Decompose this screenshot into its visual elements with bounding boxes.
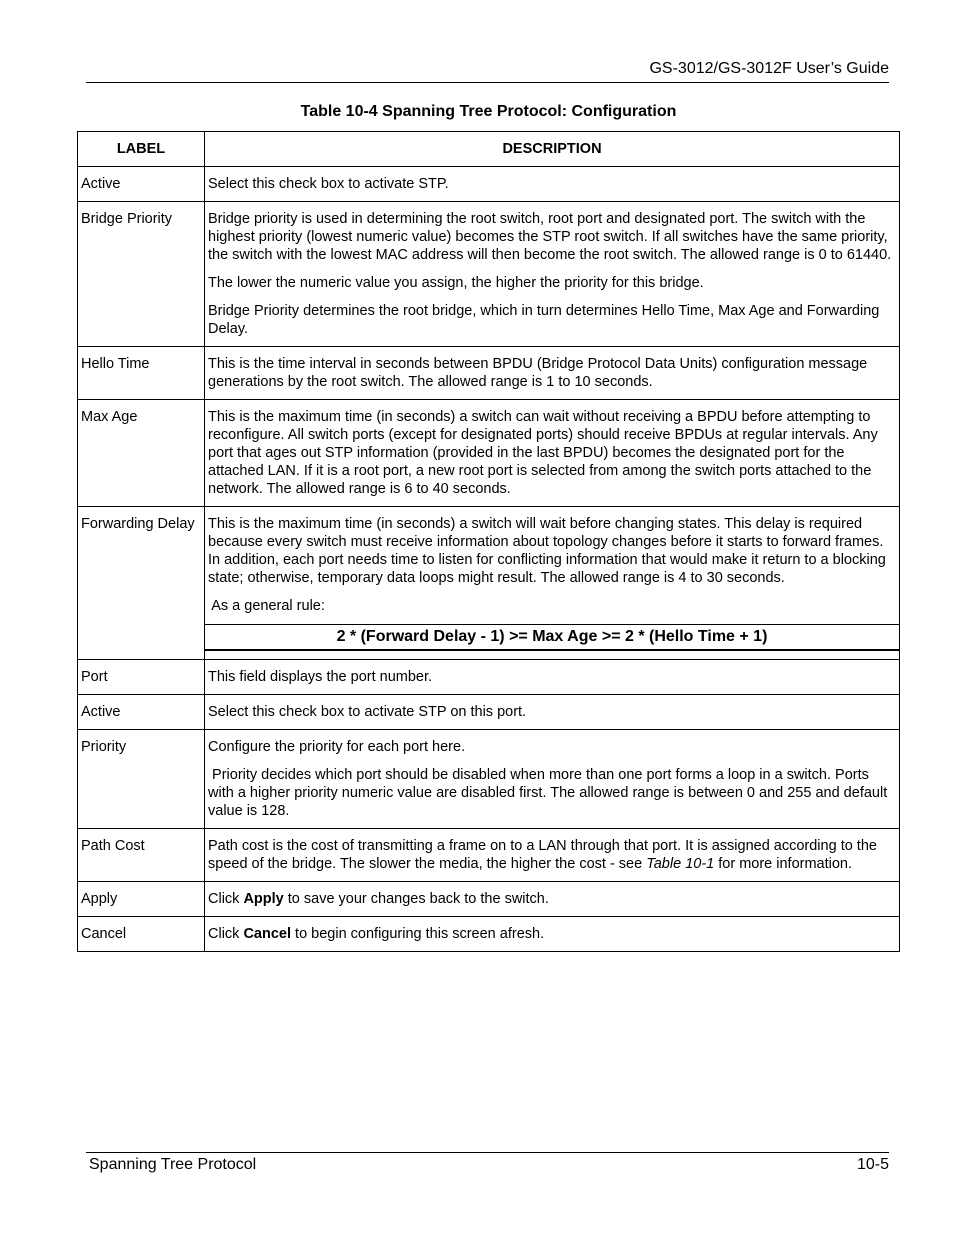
table-row	[78, 917, 900, 952]
row-label: Path Cost	[78, 829, 205, 882]
description-paragraph: Select this check box to activate STP.	[208, 176, 449, 192]
footer-section: Spanning Tree Protocol	[89, 1156, 257, 1173]
description-text: to begin configuring this screen afresh.	[291, 926, 545, 942]
page-header	[86, 58, 889, 83]
row-label: Active	[78, 167, 205, 202]
row-description	[205, 660, 900, 695]
description-paragraph: This is the maximum time (in seconds) a switch will wait before changing states. This delay is required because every switch must receive information about topology changes before it starts to forward frames. In addition, each port needs time to listen for conflicting information that would make it return to a blocking state; otherwise, temporary data loops might result. The allowed range is 4 to 30 seconds.	[208, 516, 886, 586]
row-description	[205, 400, 900, 507]
row-label: Priority	[78, 730, 205, 829]
row-label: Forwarding Delay	[78, 507, 205, 660]
description-paragraph: As a general rule:	[208, 598, 325, 614]
description-column-header: DESCRIPTION	[205, 132, 900, 167]
row-label: Hello Time	[78, 347, 205, 400]
description-paragraph: This field displays the port number.	[208, 669, 433, 685]
table-row	[78, 829, 900, 882]
description-paragraph: Bridge priority is used in determining the root switch, root port and designated port. The switch with the highest priority (lowest numeric value) becomes the STP root switch. If all switches have the same priority, the switch with the lowest MAC address will then become the root switch. The allowed range is 0 to 61440.	[208, 211, 892, 263]
row-description	[205, 202, 900, 347]
table-row	[78, 202, 900, 347]
table-row	[78, 695, 900, 730]
description-paragraph: Priority decides which port should be disabled when more than one port forms a loop in a switch. Ports with a higher priority numeric value are disabled first. The allowed range is between 0 and 255 and default value is 128.	[208, 767, 892, 819]
table-reference: Table 10-1	[646, 856, 715, 872]
row-label: Active	[78, 695, 205, 730]
general-rule-formula: 2 * (Forward Delay - 1) >= Max Age >= 2 * (Hello Time + 1)	[205, 624, 899, 651]
table-row	[78, 660, 900, 695]
description-paragraph: Bridge Priority determines the root bridge, which in turn determines Hello Time, Max Age and Forwarding Delay.	[208, 303, 880, 337]
description-text: Path cost is the cost of transmitting a frame on to a LAN through that port. It is assigned according to the speed of the bridge. The slower the media, the higher the cost - see	[208, 838, 877, 872]
row-description	[205, 917, 900, 952]
row-label: Port	[78, 660, 205, 695]
row-description	[205, 882, 900, 917]
cancel-term: Cancel	[243, 926, 292, 942]
table-row	[78, 400, 900, 507]
row-label: Apply	[78, 882, 205, 917]
row-description	[205, 507, 900, 660]
row-label: Bridge Priority	[78, 202, 205, 347]
description-paragraph: Select this check box to activate STP on this port.	[208, 704, 527, 720]
description-paragraph: This is the maximum time (in seconds) a switch can wait without receiving a BPDU before attempting to reconfigure. All switch ports (except for designated ports) should receive BPDUs at regular intervals. Any port that ages out STP information (provided in the last BPDU) becomes the designated port for the attached LAN. If it is a root port, a new root port is selected from among the switch ports attached to the network. The allowed range is 6 to 40 seconds.	[208, 409, 878, 497]
row-description	[205, 167, 900, 202]
table-row	[78, 167, 900, 202]
apply-term: Apply	[243, 891, 284, 907]
description-text: to save your changes back to the switch.	[283, 891, 549, 907]
description-text: Click	[208, 926, 244, 942]
table-row	[78, 730, 900, 829]
description-paragraph: The lower the numeric value you assign, the higher the priority for this bridge.	[208, 275, 704, 291]
table-row	[78, 882, 900, 917]
page-footer	[86, 1152, 889, 1173]
table-row	[78, 347, 900, 400]
row-description	[205, 829, 900, 882]
row-description	[205, 347, 900, 400]
table-caption: Table 10-4 Spanning Tree Protocol: Configuration	[300, 103, 677, 120]
table-row	[78, 507, 900, 660]
description-text: for more information.	[714, 856, 853, 872]
row-label: Cancel	[78, 917, 205, 952]
description-text: Click	[208, 891, 244, 907]
label-column-header: LABEL	[78, 132, 205, 167]
description-paragraph: Configure the priority for each port here.	[208, 739, 466, 755]
row-description	[205, 730, 900, 829]
row-label: Max Age	[78, 400, 205, 507]
config-table	[77, 131, 900, 952]
row-description	[205, 695, 900, 730]
table-header-row	[78, 132, 900, 167]
page-number: 10-5	[856, 1156, 889, 1173]
guide-title: GS-3012/GS-3012F User’s Guide	[649, 60, 889, 77]
description-paragraph: This is the time interval in seconds between BPDU (Bridge Protocol Data Units) configuration message generations by the root switch. The allowed range is 1 to 10 seconds.	[208, 356, 868, 390]
